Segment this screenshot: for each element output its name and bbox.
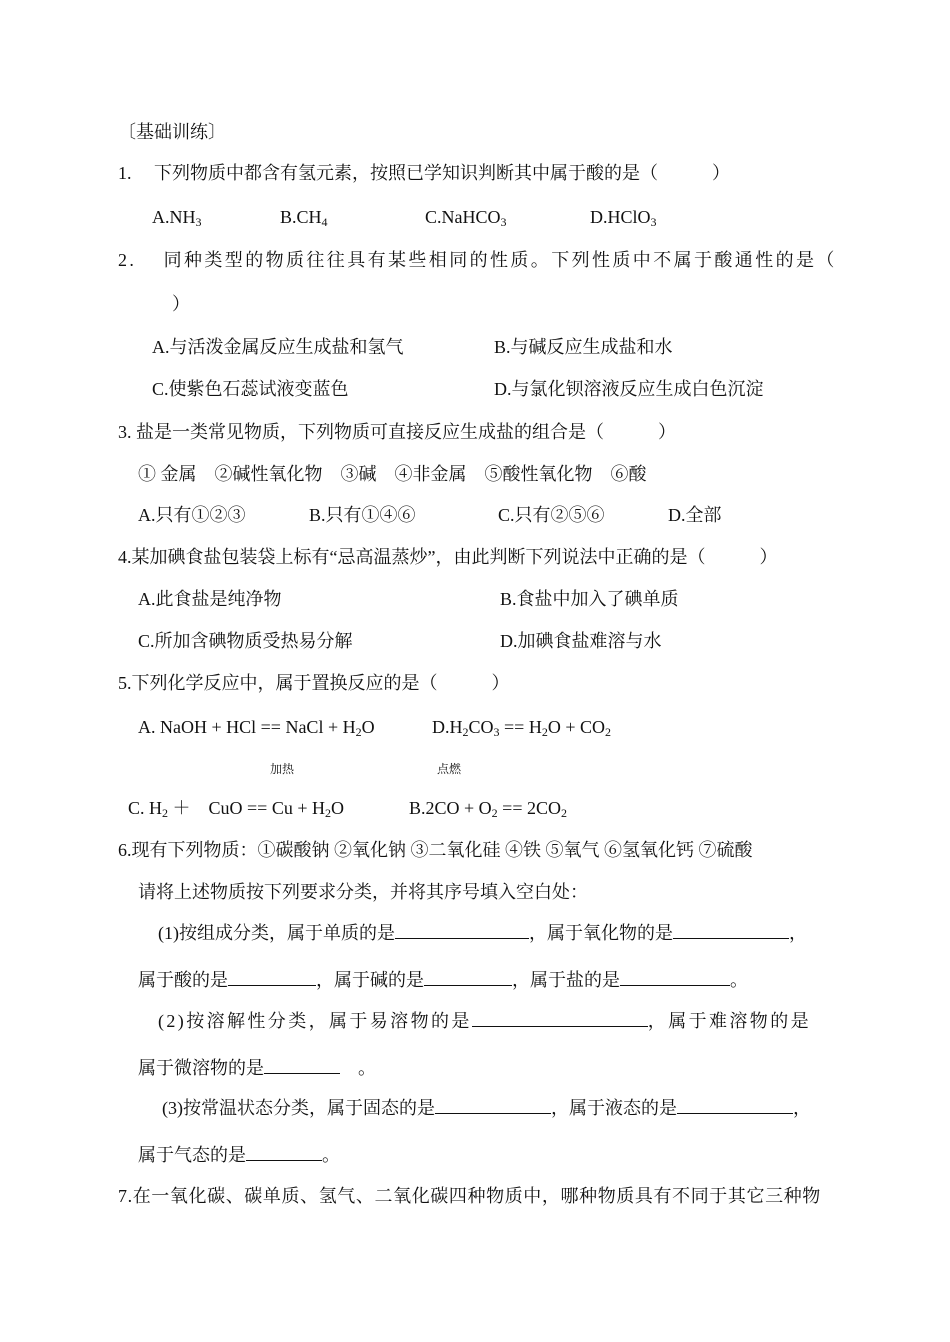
q1-option-b: $B.CH_4$ xyxy=(280,207,328,229)
heating-condition-label: 加热 xyxy=(270,762,295,776)
q6-part-1-line-2: 属于酸的是 ，属于碱的是 ，属于盐的是 。 xyxy=(138,970,748,990)
answer-blank-oxides[interactable] xyxy=(673,922,789,939)
q3-option-c: C.只有②⑤⑥ xyxy=(498,505,605,525)
answer-blank-soluble[interactable] xyxy=(472,1010,648,1027)
q2-option-c: C.使紫色石蕊试液变蓝色 xyxy=(152,379,349,399)
q2-option-d: D.与氯化钡溶液反应生成白色沉淀 xyxy=(494,379,764,399)
q5-option-d: $D.H_2CO_3 == H_2O + CO_2$ xyxy=(432,717,611,739)
ignition-condition-label: 点燃 xyxy=(437,762,462,776)
q3-option-a: A.只有①②③ xyxy=(138,505,246,525)
q6-part-2-line-2: 属于微溶物的是 。 xyxy=(138,1058,376,1078)
question-4: 4.某加碘食盐包装袋上标有“忌高温蒸炒”，由此判断下列说法中正确的是（ ） xyxy=(118,547,778,567)
q4-option-a: A.此食盐是纯净物 xyxy=(138,589,282,609)
question-1: 1. 下列物质中都含有氢元素，按照已学知识判断其中属于酸的是（ ） xyxy=(118,163,730,183)
q3-option-b: B.只有①④⑥ xyxy=(309,505,416,525)
answer-blank-slightly-soluble[interactable] xyxy=(264,1057,340,1074)
question-3: 3. 盐是一类常见物质，下列物质可直接反应生成盐的组合是（ ） xyxy=(118,422,676,442)
q1-option-d: D.HClO$_3$ xyxy=(590,207,657,229)
q4-option-b: B.食盐中加入了碘单质 xyxy=(500,589,679,609)
q3-option-d: D.全部 xyxy=(668,505,722,525)
answer-blank-bases[interactable] xyxy=(424,969,512,986)
q6-part-3-line-2: 属于气态的是 。 xyxy=(138,1145,340,1165)
answer-blank-acids[interactable] xyxy=(228,969,316,986)
answer-blank-salts[interactable] xyxy=(620,969,730,986)
answer-blank-solid[interactable] xyxy=(435,1097,551,1114)
q5-option-c: C. $H_2$ ＋ CuO == $Cu + H_2O$ xyxy=(128,798,344,820)
q6-part-3-line-1: (3)按常温状态分类，属于固态的是 ，属于液态的是 ， xyxy=(162,1098,811,1118)
answer-blank-liquid[interactable] xyxy=(677,1097,793,1114)
q4-option-d: D.加碘食盐难溶与水 xyxy=(500,631,662,651)
question-5: 5.下列化学反应中，属于置换反应的是（ ） xyxy=(118,673,510,693)
q5-option-a: A. NaOH + HCl == NaCl + $H_2O$ xyxy=(138,717,375,739)
q2-option-a: A.与活泼金属反应生成盐和氢气 xyxy=(152,337,404,357)
question-6: 6.现有下列物质：①碳酸钠 ②氧化钠 ③二氧化硅 ④铁 ⑤氧气 ⑥氢氧化钙 ⑦硫酸 xyxy=(118,840,753,860)
q6-part-1-line-1: (1)按组成分类，属于单质的是 ，属于氧化物的是 ， xyxy=(158,923,807,943)
question-2-close-paren: ） xyxy=(172,294,190,314)
q3-item-list: ① 金属 ②碱性氧化物 ③碱 ④非金属 ⑤酸性氧化物 ⑥酸 xyxy=(138,464,647,484)
q1-option-a: $A.NH_3$ xyxy=(152,207,202,229)
q2-option-b: B.与碱反应生成盐和水 xyxy=(494,337,673,357)
answer-blank-gas[interactable] xyxy=(246,1144,322,1161)
answer-blank-elements[interactable] xyxy=(395,922,529,939)
q1-option-c: C.NaHCO$_3$ xyxy=(425,207,507,229)
question-7: 7.在一氧化碳、碳单质、氢气、二氧化碳四种物质中，哪种物质具有不同于其它三种物 xyxy=(118,1186,821,1206)
q6-part-2-line-1: (2)按溶解性分类，属于易溶物的是 ，属于难溶物的是 xyxy=(158,1011,811,1031)
section-title: 〔基础训练〕 xyxy=(118,122,226,142)
q6-instruction: 请将上述物质按下列要求分类，并将其序号填入空白处： xyxy=(138,882,588,902)
question-2: 2. 同种类型的物质往往具有某些相同的性质。下列性质中不属于酸通性的是（ xyxy=(118,250,837,270)
q4-option-c: C.所加含碘物质受热易分解 xyxy=(138,631,353,651)
q5-option-b: $B.2CO + O_2 == 2CO_2$ xyxy=(409,798,567,820)
